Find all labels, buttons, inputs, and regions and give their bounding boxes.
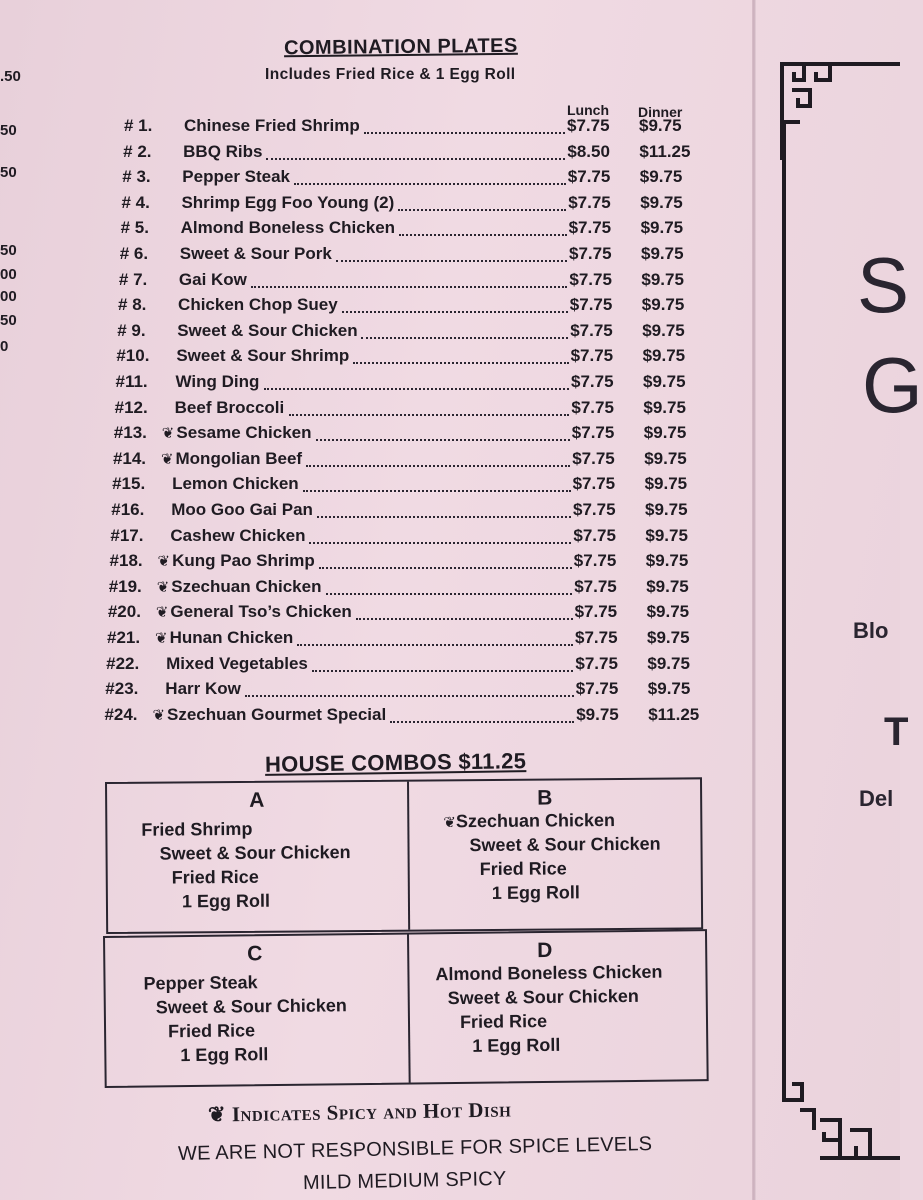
- leader-dots: [312, 660, 573, 672]
- combo-line-text: 1 Egg Roll: [181, 890, 271, 912]
- combination-item: [116, 372, 716, 394]
- combo-letter: D: [537, 938, 553, 963]
- combination-item: [113, 449, 713, 471]
- leader-dots: [399, 224, 567, 236]
- combo-line: [443, 810, 615, 832]
- item-name: Sweet & Sour Chicken: [177, 320, 358, 340]
- combo-line-text: Sweet & Sour Chicken: [155, 995, 347, 1018]
- lunch-price: $7.75: [570, 320, 613, 340]
- combo-line-text: Fried Rice: [167, 1020, 256, 1042]
- dinner-price: $9.75: [640, 192, 683, 212]
- lunch-price: $7.75: [568, 192, 611, 212]
- leader-dots: [251, 276, 568, 288]
- house-combos-title: HOUSE COMBOS $11.25: [264, 748, 527, 777]
- item-number: # 2.: [123, 141, 152, 161]
- dinner-price: $9.75: [643, 397, 686, 417]
- combo-d: [407, 931, 707, 1082]
- dinner-price: $9.75: [641, 295, 685, 315]
- dinner-price: $9.75: [645, 525, 688, 545]
- item-name: Szechuan Gourmet Special: [167, 704, 387, 724]
- leader-dots: [266, 148, 565, 160]
- leader-dots: [356, 608, 573, 620]
- dinner-price: $9.75: [641, 269, 684, 289]
- combination-item: [116, 346, 716, 368]
- combo-line-text: Almond Boneless Chicken: [435, 961, 663, 985]
- combination-item: [104, 705, 704, 727]
- item-name: Gai Kow: [178, 269, 247, 289]
- item-name: Beef Broccoli: [174, 397, 285, 417]
- combo-line: [480, 858, 567, 880]
- left-edge-price: 00: [0, 288, 17, 305]
- dinner-price: $9.75: [642, 320, 685, 340]
- pepper-icon: ❦: [157, 553, 171, 571]
- combination-item: [114, 423, 714, 445]
- dinner-price: $9.75: [641, 244, 684, 263]
- greek-key-corner-bottom-icon: [780, 1040, 900, 1170]
- combination-item: [108, 602, 708, 624]
- left-edge-price: 50: [0, 164, 17, 181]
- combination-item: [124, 116, 724, 138]
- greek-key-corner-top-icon: [770, 50, 900, 160]
- combination-item: [107, 628, 707, 650]
- leader-dots: [264, 378, 570, 390]
- combo-line-text: Fried Rice: [479, 858, 567, 880]
- item-name: General Tso’s Chicken: [170, 602, 352, 622]
- item-number: # 7.: [118, 269, 148, 289]
- item-number: #21.: [107, 628, 141, 647]
- dinner-price: $9.75: [645, 551, 689, 571]
- combo-line: [180, 1044, 268, 1066]
- left-edge-price: 50: [0, 312, 17, 329]
- leader-dots: [317, 506, 571, 518]
- combo-line: [168, 1020, 255, 1042]
- item-number: #18.: [109, 551, 143, 571]
- combo-line: [141, 819, 252, 841]
- panel-border-left: [782, 120, 786, 1040]
- menu-subtitle: Includes Fried Rice & 1 Egg Roll: [265, 66, 516, 83]
- dinner-price: $9.75: [647, 679, 691, 699]
- combo-line-text: Fried Shrimp: [141, 818, 253, 840]
- combo-line: [472, 1035, 560, 1057]
- combination-item: [112, 474, 712, 496]
- dinner-price: $11.25: [648, 704, 700, 724]
- combo-line: [460, 1011, 547, 1033]
- item-number: # 4.: [121, 192, 150, 212]
- lunch-price: $7.75: [569, 269, 612, 289]
- combination-item: [121, 193, 721, 215]
- leader-dots: [245, 685, 574, 697]
- item-number: #15.: [112, 474, 146, 494]
- lunch-price: $9.75: [576, 704, 619, 724]
- dinner-price: $9.75: [642, 346, 686, 366]
- dinner-column-header: Dinner: [638, 104, 683, 120]
- menu-title: COMBINATION PLATES: [283, 34, 518, 60]
- leader-dots: [297, 634, 573, 646]
- item-name: Cashew Chicken: [170, 525, 306, 545]
- leader-dots: [326, 583, 573, 595]
- lunch-price: $7.75: [574, 602, 618, 622]
- lunch-price: $7.75: [575, 628, 618, 647]
- leader-dots: [319, 557, 572, 569]
- panel-text-1: Blo: [853, 618, 889, 643]
- spicy-legend-text: Indicates Spicy and Hot Dish: [231, 1097, 512, 1127]
- combo-line-text: Pepper Steak: [143, 972, 258, 994]
- item-name: Szechuan Chicken: [171, 576, 322, 596]
- item-number: # 1.: [124, 116, 153, 135]
- item-number: #13.: [113, 423, 147, 443]
- item-name: Almond Boneless Chicken: [180, 218, 396, 238]
- lunch-price: $7.75: [573, 551, 617, 571]
- item-name: Chinese Fried Shrimp: [184, 116, 360, 135]
- leader-dots: [353, 352, 568, 364]
- lunch-price: $7.75: [572, 448, 615, 468]
- combo-line-text: Fried Rice: [459, 1010, 548, 1032]
- item-number: #17.: [110, 525, 144, 545]
- leader-dots: [336, 250, 567, 262]
- lunch-price: $7.75: [567, 116, 610, 135]
- combination-item: [111, 500, 711, 522]
- combo-letter: C: [247, 942, 263, 966]
- left-edge-price: .50: [0, 68, 21, 85]
- combo-line: [156, 995, 347, 1018]
- combination-item: [122, 167, 722, 189]
- item-number: #24.: [104, 704, 138, 724]
- combination-item: [105, 679, 705, 701]
- spice-levels: MILD MEDIUM SPICY: [302, 1167, 507, 1195]
- item-name: Chicken Chop Suey: [178, 295, 338, 315]
- lunch-price: $7.75: [570, 346, 614, 366]
- item-name: BBQ Ribs: [183, 141, 263, 161]
- item-number: # 5.: [120, 218, 149, 238]
- panel-title-letter-1: S: [857, 241, 910, 329]
- combo-line-text: 1 Egg Roll: [491, 882, 580, 903]
- item-name: Shrimp Egg Foo Young (2): [181, 192, 395, 212]
- combo-table-bottom: [103, 929, 709, 1088]
- leader-dots: [289, 404, 570, 416]
- item-name: Sweet & Sour Pork: [179, 244, 332, 263]
- item-name: Hunan Chicken: [169, 628, 294, 647]
- page-fold: [752, 0, 756, 1200]
- combo-line-text: Szechuan Chicken: [455, 809, 616, 832]
- dinner-price: $9.75: [647, 653, 690, 673]
- leader-dots: [364, 122, 565, 134]
- combination-item: [110, 526, 710, 548]
- dinner-price: $11.25: [639, 141, 691, 161]
- combo-line: [143, 972, 257, 994]
- lunch-price: $7.75: [572, 474, 616, 494]
- item-name: Mixed Vegetables: [166, 653, 308, 673]
- panel-text-2: T: [884, 710, 909, 754]
- dinner-price: $9.75: [643, 372, 686, 391]
- item-number: #20.: [107, 602, 141, 622]
- dinner-price: $9.75: [646, 602, 690, 622]
- lunch-price: $7.75: [569, 295, 613, 315]
- panel-border-top: [815, 62, 900, 66]
- panel-text-3: Del: [859, 786, 894, 811]
- lunch-price: $7.75: [569, 244, 612, 263]
- pepper-icon: ❦: [207, 1102, 227, 1127]
- pepper-icon: ❦: [156, 578, 170, 596]
- left-edge-price: 50: [0, 242, 17, 259]
- combo-line: [448, 986, 639, 1009]
- pepper-icon: ❦: [161, 425, 175, 443]
- combo-a: [107, 782, 408, 932]
- dinner-price: $9.75: [644, 448, 687, 468]
- combo-line-text: 1 Egg Roll: [180, 1044, 269, 1066]
- item-name: Moo Goo Gai Pan: [171, 500, 313, 519]
- leader-dots: [303, 480, 571, 492]
- pepper-icon: ❦: [443, 814, 456, 832]
- item-number: #22.: [106, 653, 140, 673]
- combo-letter: B: [537, 786, 553, 810]
- item-name: Kung Pao Shrimp: [172, 551, 315, 571]
- item-name: Mongolian Beef: [175, 448, 303, 468]
- dinner-price: $9.75: [640, 218, 684, 238]
- spicy-legend: [208, 1097, 512, 1127]
- leader-dots: [294, 173, 566, 185]
- dinner-price: $9.75: [639, 116, 682, 135]
- leader-dots: [390, 711, 574, 723]
- item-number: # 3.: [122, 167, 151, 187]
- item-name: Wing Ding: [175, 372, 260, 391]
- combo-line: [492, 882, 580, 904]
- leader-dots: [398, 199, 566, 211]
- lunch-price: $7.75: [573, 500, 616, 519]
- panel-title-letter-2: G: [862, 341, 923, 429]
- item-number: #11.: [115, 372, 148, 391]
- pepper-icon: ❦: [155, 630, 168, 647]
- lunch-price: $7.75: [571, 372, 614, 391]
- lunch-price: $7.75: [575, 679, 619, 699]
- dinner-price: $9.75: [646, 576, 689, 596]
- lunch-price: $7.75: [568, 218, 612, 238]
- pepper-icon: ❦: [152, 706, 166, 724]
- leader-dots: [306, 455, 570, 467]
- lunch-price: $8.50: [567, 141, 610, 161]
- left-edge-price: 50: [0, 122, 17, 139]
- lunch-price: $7.75: [574, 576, 617, 596]
- combo-line-text: Fried Rice: [171, 866, 259, 888]
- item-name: Sesame Chicken: [176, 423, 312, 443]
- item-number: # 6.: [119, 244, 149, 263]
- leader-dots: [361, 327, 568, 339]
- item-number: #10.: [116, 346, 150, 366]
- dinner-price: $9.75: [643, 423, 687, 443]
- item-number: # 8.: [118, 295, 147, 315]
- item-name: Harr Kow: [165, 679, 241, 699]
- combo-line-text: Sweet & Sour Chicken: [447, 985, 639, 1009]
- combo-line: [182, 891, 270, 913]
- panel-border-bottom: [820, 1156, 900, 1160]
- dinner-price: $9.75: [647, 628, 690, 647]
- combination-item: [121, 218, 721, 240]
- item-number: #19.: [108, 576, 142, 596]
- combo-letter: A: [249, 788, 265, 812]
- item-name: Sweet & Sour Shrimp: [176, 346, 350, 366]
- combo-line-text: Sweet & Sour Chicken: [159, 842, 351, 864]
- combination-item: [118, 295, 718, 317]
- left-edge-price: 0: [0, 338, 9, 355]
- combination-item: [123, 142, 723, 164]
- left-edge-price: 00: [0, 266, 17, 283]
- leader-dots: [342, 301, 568, 313]
- item-number: #12.: [114, 397, 148, 417]
- leader-dots: [309, 532, 571, 544]
- combo-c: [105, 935, 409, 1086]
- lunch-price: $7.75: [571, 423, 615, 443]
- dinner-price: $9.75: [645, 500, 688, 519]
- combination-item: [117, 321, 717, 343]
- combination-item: [109, 577, 709, 599]
- combination-item: [120, 244, 720, 266]
- item-number: #23.: [105, 679, 139, 699]
- item-number: #16.: [111, 500, 145, 519]
- lunch-price: $7.75: [567, 167, 611, 187]
- combination-item: [119, 270, 719, 292]
- dinner-price: $9.75: [644, 474, 688, 494]
- combination-item: [110, 551, 710, 573]
- spice-disclaimer: WE ARE NOT RESPONSIBLE FOR SPICE LEVELS: [177, 1133, 653, 1165]
- lunch-column-header: Lunch: [567, 102, 609, 118]
- leader-dots: [316, 429, 570, 441]
- item-number: #14.: [112, 448, 147, 468]
- dinner-price: $9.75: [639, 167, 683, 187]
- combination-item: [106, 654, 706, 676]
- combo-line: [172, 867, 259, 889]
- combination-item: [115, 398, 715, 420]
- combo-line-text: Sweet & Sour Chicken: [469, 833, 661, 856]
- pepper-icon: ❦: [160, 450, 174, 468]
- item-number: # 9.: [117, 320, 146, 340]
- combo-line: [435, 962, 662, 986]
- combo-line-text: 1 Egg Roll: [472, 1034, 561, 1056]
- lunch-price: $7.75: [573, 525, 616, 545]
- combo-line: [469, 834, 660, 856]
- combo-b: [407, 779, 701, 929]
- combo-table-top: [105, 777, 703, 934]
- combo-line: [159, 842, 350, 864]
- lunch-price: $7.75: [571, 397, 614, 417]
- item-name: Pepper Steak: [182, 167, 291, 187]
- pepper-icon: ❦: [155, 604, 169, 622]
- item-name: Lemon Chicken: [172, 474, 299, 494]
- lunch-price: $7.75: [575, 653, 618, 673]
